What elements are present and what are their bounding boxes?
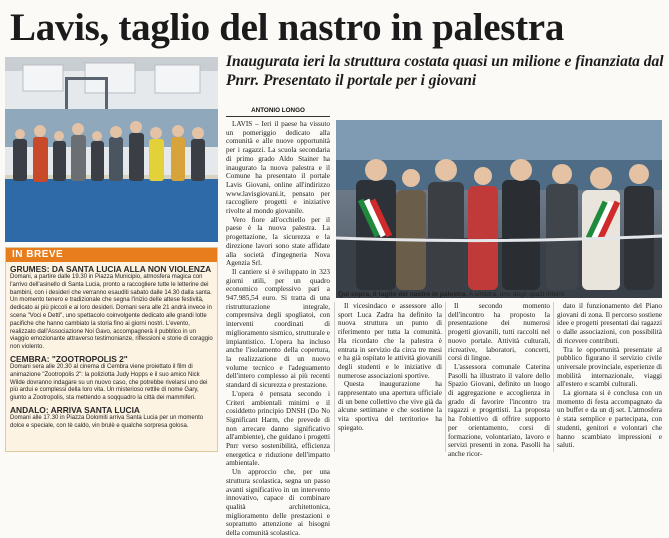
column-divider (334, 302, 335, 452)
gym-interior-photo (5, 57, 218, 242)
article-column-2 (338, 302, 442, 454)
gym-interior-illustration (5, 57, 218, 242)
breve-item-head: CEMBRA: "ZOOTROPOLIS 2" (10, 353, 128, 364)
article-paragraph: Il cantiere si è sviluppato in 323 giorni utili, per un quadro economico complessivo pari a 947.985,54 euro. Si tratta di una ristrutturazione integrale, comprensiva degli spogliatoi, con interventi coordinati di miglioramento sismico, strutturale e impiantistico. L'opera ha incluso anche l'isolamento della copertura, la realizzazione di un nuovo volume tecnico e l'adeguamento dell'intero complesso ai più recenti standard di sicurezza e prestazione. (226, 267, 330, 390)
ribbon-cutting-illustration (336, 120, 662, 298)
column-divider (553, 302, 554, 452)
breve-item-head: ANDALO: ARRIVA SANTA LUCIA (10, 404, 140, 415)
byline: ANTONIO LONGO (226, 105, 330, 117)
breve-item (6, 262, 217, 352)
article-paragraph: dato il funzionamento del Piano giovani di zona. Il percorso sostiene idee e progetti presentati dai ragazzi o dalle associazioni, con possibilità di ricevere contributi. (557, 302, 662, 345)
in-breve-box (5, 247, 218, 452)
breve-item-head: GRUMES: DA SANTA LUCIA ALLA NON VIOLENZA (10, 264, 212, 274)
article-paragraph: Tra le opportunità presentate al pubblico figurano il servizio civile universale provinciale, esperienze di mobilità internazionale, viaggi all'estero e scambi culturali. (557, 345, 662, 389)
article-paragraph: Questa inaugurazione ha rappresentato una apertura ufficiale di un bene collettivo che vive già da alcune settimane e che sostiene la vita sportiva del territorio» ha spiegato. (338, 380, 442, 432)
breve-item (6, 403, 217, 431)
breve-item-text: Domani, a partire dalle 19.30 in Piazza Municipio, atmosfera magica con l'arrivo dell'asinello di Santa Lucia, pronto a raccogliere tutte le letterine dei bambini, con i desideri che verranno esauditi sabato dalle 14.30 dalla santa. Un momento tenero e tradizionale che segna l'inizio delle attese festività, dedicato ai più piccoli e ai loro desideri. Domani sera alle 21 andrà invece in scena "Voci e Detti", uno spettacolo coinvolgente dedicato alle grandi lotte pacifiche che hanno cambiato la storia fino ai giorni nostri. L'evento, realizzato dall'Associazione Noi Gavo, accompagnerà il pubblico in un viaggio emozionante attraverso testimonianze, riflessioni e storie di coraggio non violento. (10, 274, 213, 351)
article-paragraph: Il vicesindaco e assessore allo sport Luca Zadra ha definito la nuova struttura un punto di riferimento per tutta la comunità. Ha ricordato che la palestra è entrata in servizio da circa tre mesi e ha già ospitato le attività giovanili degli studenti e le iniziative di numerose associazioni sportive. (338, 302, 442, 380)
ribbon-cutting-photo (336, 120, 662, 298)
breve-item-text: Domani sera alle 20.30 al cinema di Cembra viene proiettato il film di animazione "Zootropolis 2": la poliziotta Judy Hopps e il suo amico Nick Wilde dovranno indagare su un nuovo caso, che potrebbe rivelarsi uno dei più ardui e complessi della loro vita. Un misterioso rettile di nome Gary, giunto a Zootropolis, sta mettendo a soqquadro la città dei mammiferi. (10, 363, 208, 402)
breve-item-text: Domani alle 17.30 in Piazza Dolomiti arriva Santa Lucia per un momento dolce e speciale, con tè caldo, vin brulè e qualche sorpresa golosa. (10, 414, 204, 429)
article-paragraph: La giornata si è conclusa con un momento di festa accompagnato da un buffet e da un dj set. L'atmosfera è stata semplice e partecipata, con studenti, genitori e volontari che hanno scambiato impressioni e saluti. (557, 389, 662, 450)
caption-rest: A sinistra, uno degli spazi interni (467, 291, 565, 298)
article-column-3 (448, 302, 550, 458)
headline: Lavis, taglio del nastro in palestra (10, 6, 565, 49)
article-paragraph: Il secondo momento dell'incontro ha proposto la presentazione dei numerosi progetti giovanili, tutti raccolti nel nuovo portale. Attività culturali, ricreative, laboratori, concerti, corsi di lingue. (448, 302, 550, 363)
article-paragraph: L'opera è pensata secondo i Criteri ambientali minimi e il cosiddetto principio DNSH (Do No Significant Harm, che prevede di non arrecare danno significativo all'ambiente), che guidano i progetti Pnrr verso sostenibilità, efficienza energetica e riduzione dell'impatto ambientale. (226, 389, 330, 468)
article-column-4 (557, 302, 662, 454)
breve-item (6, 352, 217, 403)
article-paragraph: Un approccio che, per una struttura scolastica, segna un passo avanti significativo in un intervento innovativo, capace di combinare qualità architettonica, miglioramento delle prestazioni e soprattutto attenzione ai bisogni della comunità scolastica. (226, 468, 330, 538)
article-column-1 (226, 120, 330, 538)
caption-lead: Qui sopra, il taglio del nastro in palestra. (338, 291, 468, 298)
subheadline: Inaugurata ieri la struttura costata quasi un milione e finanziata dal Pnrr. Presentato il portale per i giovani (226, 53, 664, 89)
article-paragraph: LAVIS – Ieri il paese ha vissuto un pomeriggio dedicato alla comunità e alle nuove opportunità per i ragazzi. La scuola secondaria di primo grado Aldo Stainer ha inaugurato la nuova palestra e il Comune ha presentato il portale Lavis Giovani, online all'indirizzo www.lavisgiovani.it, pensato per raccogliere progetti e iniziative rivolte al mondo giovanile. (226, 120, 330, 216)
article-paragraph: L'assessora comunale Caterina Pasolli ha illustrato il valore dello Spazio Giovani, definito un luogo di aggregazione e accoglienza in grado di favorire l'incontro tra ragazzi e progettisti. La proposta ha l'obiettivo di offrire supporto per orientamento, corsi di formazione, volontariato, lavoro e servizi presenti in zona. Pasolli ha anche ricor- (448, 362, 550, 458)
article-paragraph: Vero fiore all'occhiello per il paese è la nuova palestra. La progettazione, la sicurezza e la direzione lavori sono state affidate alla società d'ingegneria Nova Agenzia Srl. (226, 215, 330, 268)
photo-caption (338, 290, 666, 300)
in-breve-title: IN BREVE (6, 248, 217, 262)
column-divider (445, 302, 446, 452)
